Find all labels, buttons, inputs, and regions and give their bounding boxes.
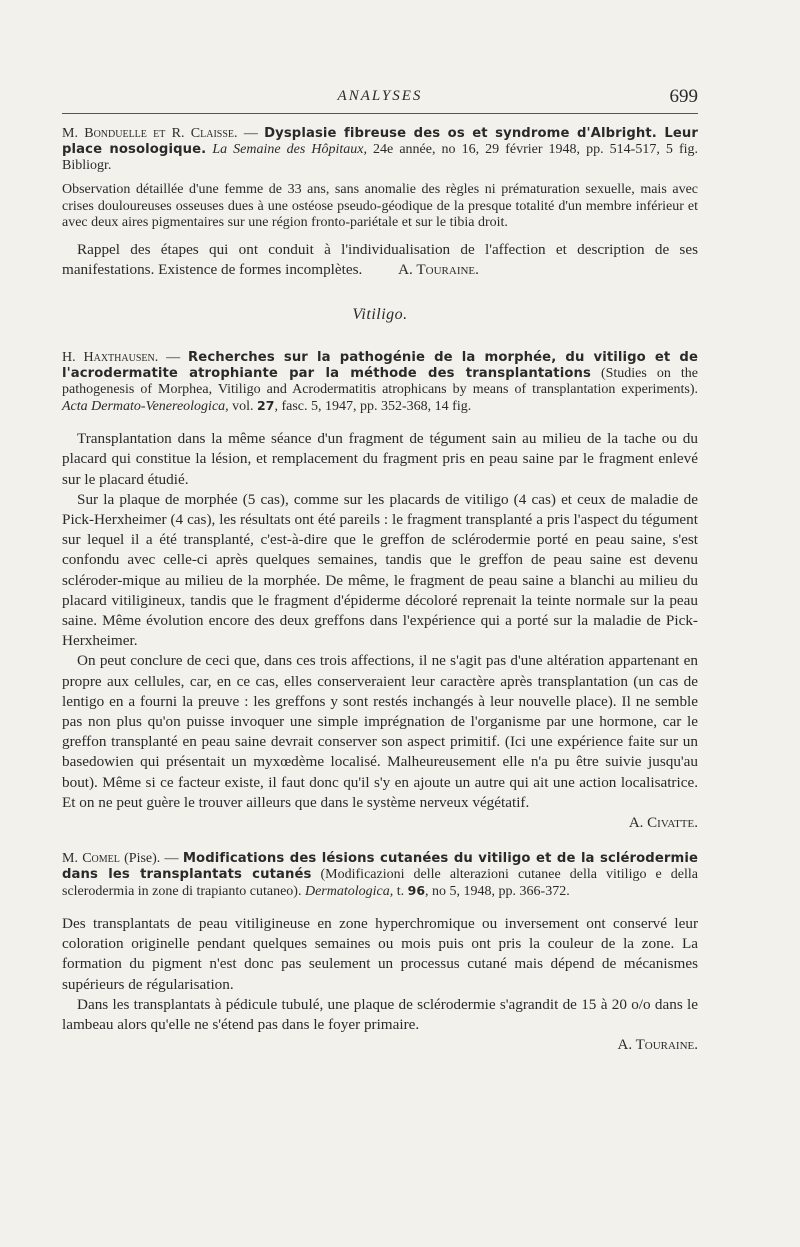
article-title: Recherches sur la pathogénie de la morphée, du vitiligo et de l'acrodermatite atrophiante par la méthode des transplantations — [62, 350, 698, 382]
authors: H. Haxthausen. — [62, 350, 159, 366]
reference — [62, 851, 698, 900]
page-body — [62, 126, 698, 1055]
abstract-paragraph: Des transplantats de peau vitiligineuse en zone hyperchromique ou inversement ont conservé leur coloration originelle pendant quelques semaines ou mois puis ont pris la couleur de la zone. La formation du pigment n'est donc pas seulement un processus cutané mais dépend de mécanismes supérieurs de régularisation. — [62, 915, 698, 993]
page-number: 699 — [669, 86, 698, 107]
journal: Dermatologica, — [301, 884, 394, 900]
running-head-title: ANALYSES — [337, 88, 423, 104]
reference — [62, 126, 698, 174]
signature-text: A. Touraine. — [617, 1037, 698, 1054]
citation-details: 24e année, no 16, 29 février 1948, pp. 514-517, 5 fig. Bibliogr. — [62, 142, 699, 173]
journal: La Semaine des Hôpitaux, — [212, 142, 367, 157]
article-title: Dysplasie fibreuse des os et syndrome d'Albright. Leur place nosologique. — [62, 126, 698, 157]
volume: 27 — [257, 398, 275, 414]
abstract-paragraph: On peut conclure de ceci que, dans ces trois affections, il ne s'agit pas d'une altération appartenant en propre aux cellules, car, en ce cas, elles conserveraient leur caractère après transplantation (un cas de lentigo en a fourni la preuve : les greffons y sont restés inchangés à leur nouvelle place). Il ne semble pas non plus qu'on puisse invoquer une simple imprégnation de l'organisme par une hormone, car le greffon transplanté en peau saine devrait conserver son aspect primitif. (Ici une expérience faite sur un basedowien qui présentait un myxœdème localisé. Malheureusement elle n'a pu être suivie jusqu'au bout). Même si ce facteur existe, il faut donc qu'il s'y en ajoute un autre qui ait une action localisatrice. Et on ne peut guère le trouver ailleurs que dans le système nerveux végétatif. — [62, 652, 698, 811]
signature-text: A. Civatte. — [628, 815, 698, 832]
abstract-paragraph: Sur la plaque de morphée (5 cas), comme sur les placards de vitiligo (4 cas) et ceux de maladie de Pick-Herxheimer (4 cas), les résultats ont été pareils : le fragment transplanté a pris l'aspect du tégument sur lequel il a été transplanté, c'est-à-dire que le greffon de sclérodermie porté en peau saine, s'est confondu avec celle-ci après quelques semaines, tandis que le greffon de peau saine est devenu scléroder-mique au milieu de la morphée. De même, le fragment de peau saine a blanchi au milieu du placard vitiligineux, tandis que le fragment d'épiderme décoloré reprenait la teinte normale sur la peau saine. Même évolution encore des deux greffons dans l'expérience qui a porté sur la maladie de Pick-Herxheimer. — [62, 490, 698, 650]
section-heading: Vitiligo. — [352, 306, 408, 324]
abstract-paragraph: Dans les transplantats à pédicule tubulé, une plaque de sclérodermie s'agrandit de 15 à 20 o/o dans le lambeau alors qu'elle ne s'étend pas dans le foyer primaire. — [62, 995, 698, 1034]
dash: — — [160, 851, 183, 867]
running-head — [62, 88, 698, 110]
citation-details: , no 5, 1948, pp. 366-372. — [425, 884, 570, 900]
signature — [62, 1035, 698, 1055]
volume: 96 — [407, 883, 426, 899]
entry-bonduelle — [62, 126, 698, 280]
article-subtitle: (Modificazioni delle alterazioni cutanee della vitiligo e della sclerodermia in zone di trapianto cutaneo). — [62, 867, 698, 900]
volume-prefix: vol. — [228, 399, 258, 415]
place: (Pise). — [119, 851, 161, 867]
citation-details: , fasc. 5, 1947, pp. 352-368, 14 fig. — [274, 399, 472, 415]
signature — [62, 813, 698, 833]
abstract-paragraph: Observation détaillée d'une femme de 33 ans, sans anomalie des règles ni prématuration sexuelle, mais avec crises douloureuses osseuses dues à une ostéose pseudo-géodique de la presque totalité d'un membre inférieur et avec deux aires pigmentaires sur une région fronto-pariétale et sur le tibia droit. — [62, 182, 698, 231]
journal: Acta Dermato-Venereologica, — [62, 399, 229, 415]
article-title: Modifications des lésions cutanées du vitiligo et de la sclérodermie dans les transplantats cutanés — [62, 851, 698, 883]
signature: A. Touraine. — [398, 260, 479, 278]
authors: M. Comel — [62, 851, 120, 867]
abstract-text: Rappel des étapes qui ont conduit à l'individualisation de l'affection et description de ses manifestations. Existence de formes incomplètes. — [62, 240, 698, 278]
abstract-paragraph: Transplantation dans la même séance d'un fragment de tégument sain au milieu de la tache ou du placard qui constitue la lésion, et remplacement du fragment pris en peau saine par le fragment enlevé sur le placard étudié. — [62, 430, 698, 488]
article-subtitle: (Studies on the pathogenesis of Morphea, Vitiligo and Acrodermatitis atrophicans by means of transplantation experiments). — [62, 366, 698, 398]
dash: — — [237, 126, 265, 141]
entry-comel — [62, 851, 698, 1055]
abstract-paragraph — [62, 240, 698, 280]
entry-haxthausen — [62, 350, 698, 833]
dash: — — [158, 350, 189, 366]
header-rule — [62, 113, 698, 114]
volume-prefix: t. — [393, 884, 408, 900]
reference — [62, 350, 698, 415]
authors: M. Bonduelle et R. Claisse. — [62, 126, 238, 141]
